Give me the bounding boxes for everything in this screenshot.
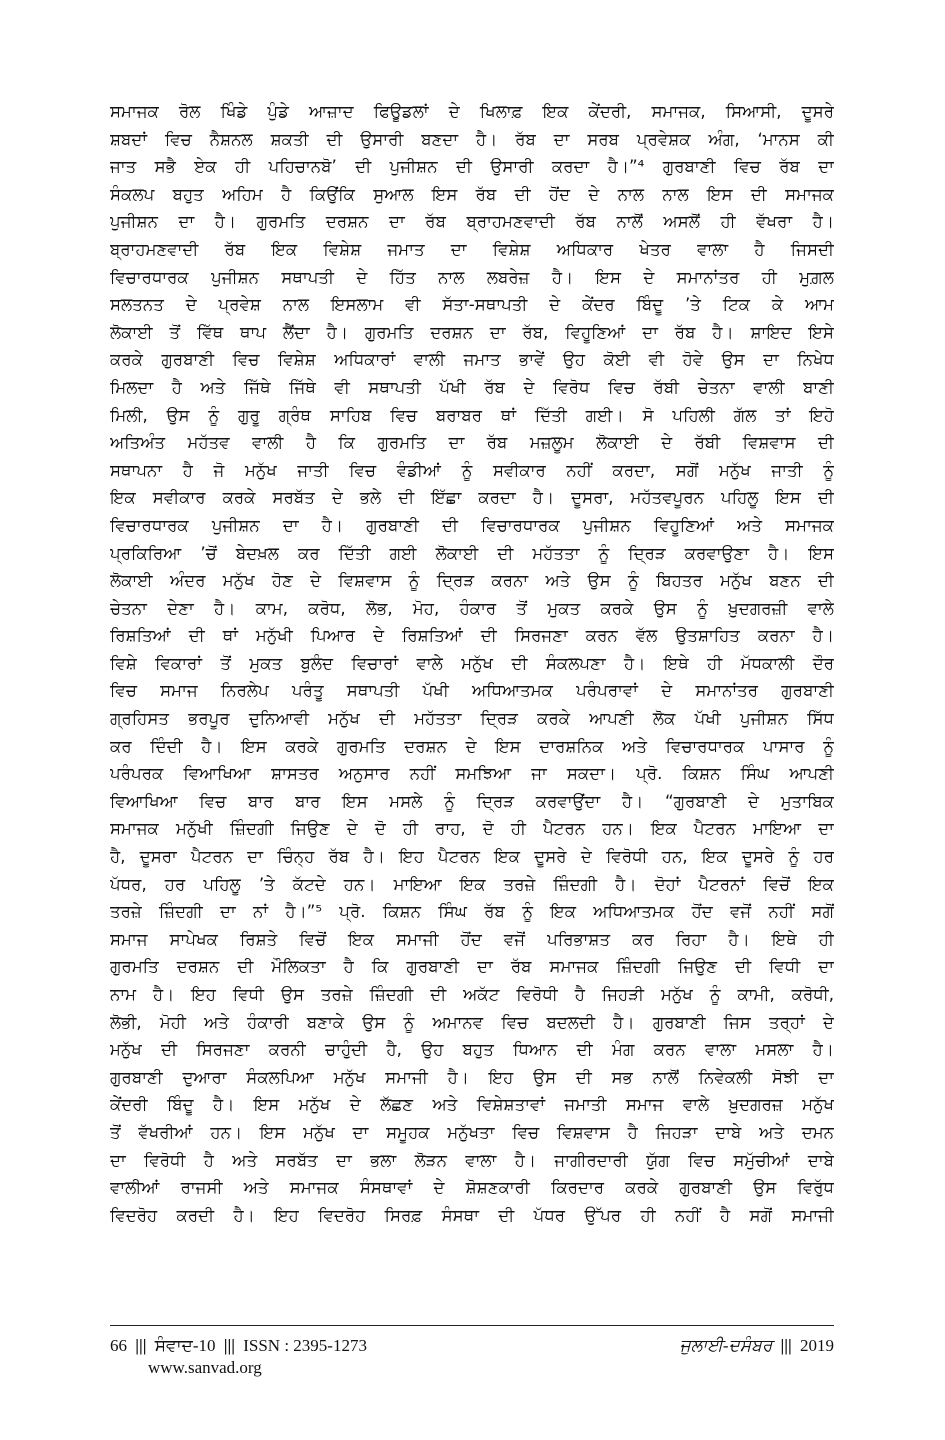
text-line: ਸਲਤਨਤ ਦੇ ਪ੍ਰਵੇਸ਼ ਨਾਲ ਇਸਲਾਮ ਵੀ ਸੱਤਾ-ਸਥਾਪਤੀ ਦੇ ਕੇਂਦਰ ਬਿੰਦੂ ’ਤੇ ਟਿਕ ਕੇ ਆਮ [110,295,834,315]
text-line: ਲੋਕਾਈ ਅੰਦਰ ਮਨੁੱਖ ਹੋਣ ਦੇ ਵਿਸ਼ਵਾਸ ਨੂੰ ਦ੍ਰਿੜ ਕਰਨਾ ਅਤੇ ਉਸ ਨੂੰ ਬਿਹਤਰ ਮਨੁੱਖ ਬਣਨ ਦੀ [110,571,834,591]
text-line: ਤੋਂ ਵੱਖਰੀਆਂ ਹਨ। ਇਸ ਮਨੁੱਖ ਦਾ ਸਮੂਹਕ ਮਨੁੱਖਤਾ ਵਿਚ ਵਿਸ਼ਵਾਸ ਹੈ ਜਿਹੜਾ ਦਾਬੇ ਅਤੇ ਦਮਨ [110,1122,834,1142]
text-line: ਜਾਤ ਸਭੈ ਏਕ ਹੀ ਪਹਿਚਾਨਬੋ’ ਦੀ ਪੁਜੀਸ਼ਨ ਦੀ ਉਸਾਰੀ ਕਰਦਾ ਹੈ।”⁴ ਗੁਰਬਾਣੀ ਵਿਚ ਰੱਬ ਦਾ [110,157,834,177]
article-body [110,98,834,1229]
text-line: ਵਾਲੀਆਂ ਰਾਜਸੀ ਅਤੇ ਸਮਾਜਕ ਸੰਸਥਾਵਾਂ ਦੇ ਸ਼ੋਸ਼ਣਕਾਰੀ ਕਿਰਦਾਰ ਕਰਕੇ ਗੁਰਬਾਣੀ ਉਸ ਵਿਰੁੱਧ [110,1178,834,1198]
text-line: ਵਿਚਾਰਧਾਰਕ ਪੁਜੀਸ਼ਨ ਦਾ ਹੈ। ਗੁਰਬਾਣੀ ਦੀ ਵਿਚਾਰਧਾਰਕ ਪੁਜੀਸ਼ਨ ਵਿਹੂਣਿਆਂ ਅਤੇ ਸਮਾਜਕ [110,515,834,535]
text-line: ਵਿਚਾਰਧਾਰਕ ਪੁਜੀਸ਼ਨ ਸਥਾਪਤੀ ਦੇ ਹਿੱਤ ਨਾਲ ਲਬਰੇਜ਼ ਹੈ। ਇਸ ਦੇ ਸਮਾਨਾਂਤਰ ਹੀ ਮੁਗ਼ਲ [110,267,834,287]
text-line: ਪਰੰਪਰਕ ਵਿਆਖਿਆ ਸ਼ਾਸਤਰ ਅਨੁਸਾਰ ਨਹੀਂ ਸਮਝਿਆ ਜਾ ਸਕਦਾ। ਪ੍ਰੋ. ਕਿਸ਼ਨ ਸਿੰਘ ਆਪਣੀ [110,764,834,784]
text-line: ਲੋਭੀ, ਮੋਹੀ ਅਤੇ ਹੰਕਾਰੀ ਬਣਾਕੇ ਉਸ ਨੂੰ ਅਮਾਨਵ ਵਿਚ ਬਦਲਦੀ ਹੈ। ਗੁਰਬਾਣੀ ਜਿਸ ਤਰ੍ਹਾਂ ਦੇ [110,1012,834,1032]
footer-separator: ||| [223,1336,235,1355]
issn-number: ISSN : 2395-1273 [243,1336,367,1355]
text-line: ਵਿਦਰੋਹ ਕਰਦੀ ਹੈ। ਇਹ ਵਿਦਰੋਹ ਸਿਰਫ਼ ਸੰਸਥਾ ਦੀ ਪੱਧਰ ਉੱਪਰ ਹੀ ਨਹੀਂ ਹੈ ਸਗੋਂ ਸਮਾਜੀ [110,1205,834,1225]
text-line: ਕਰ ਦਿੰਦੀ ਹੈ। ਇਸ ਕਰਕੇ ਗੁਰਮਤਿ ਦਰਸ਼ਨ ਦੇ ਇਸ ਦਾਰਸ਼ਨਿਕ ਅਤੇ ਵਿਚਾਰਧਾਰਕ ਪਾਸਾਰ ਨੂੰ [110,736,834,756]
text-line: ਰਿਸ਼ਤਿਆਂ ਦੀ ਥਾਂ ਮਨੁੱਖੀ ਪਿਆਰ ਦੇ ਰਿਸ਼ਤਿਆਂ ਦੀ ਸਿਰਜਣਾ ਕਰਨ ਵੱਲ ਉਤਸ਼ਾਹਿਤ ਕਰਨਾ ਹੈ। [110,626,834,646]
text-line: ਇਕ ਸਵੀਕਾਰ ਕਰਕੇ ਸਰਬੱਤ ਦੇ ਭਲੇ ਦੀ ਇੱਛਾ ਕਰਦਾ ਹੈ। ਦੂਸਰਾ, ਮਹੱਤਵਪੂਰਨ ਪਹਿਲੂ ਇਸ ਦੀ [110,488,834,508]
footer-left [110,1336,367,1356]
text-line: ਸਥਾਪਨਾ ਹੈ ਜੋ ਮਨੁੱਖ ਜਾਤੀ ਵਿਚ ਵੰਡੀਆਂ ਨੂੰ ਸਵੀਕਾਰ ਨਹੀਂ ਕਰਦਾ, ਸਗੋਂ ਮਨੁੱਖ ਜਾਤੀ ਨੂੰ [110,460,834,480]
footer-right [680,1336,834,1356]
text-line: ਚੇਤਨਾ ਦੇਣਾ ਹੈ। ਕਾਮ, ਕਰੋਧ, ਲੋਭ, ਮੋਹ, ਹੰਕਾਰ ਤੋਂ ਮੁਕਤ ਕਰਕੇ ਉਸ ਨੂੰ ਖ਼ੁਦਗਰਜ਼ੀ ਵਾਲੇ [110,598,834,618]
text-line: ਲੋਕਾਈ ਤੋਂ ਵਿੱਥ ਥਾਪ ਲੈਂਦਾ ਹੈ। ਗੁਰਮਤਿ ਦਰਸ਼ਨ ਦਾ ਰੱਬ, ਵਿਹੂਣਿਆਂ ਦਾ ਰੱਬ ਹੈ। ਸ਼ਾਇਦ ਇਸੇ [110,322,834,342]
text-line: ਪੁਜੀਸ਼ਨ ਦਾ ਹੈ। ਗੁਰਮਤਿ ਦਰਸ਼ਨ ਦਾ ਰੱਬ ਬ੍ਰਾਹਮਣਵਾਦੀ ਰੱਬ ਨਾਲੋਂ ਅਸਲੋਂ ਹੀ ਵੱਖਰਾ ਹੈ। [110,212,834,232]
footer-rule [110,1325,834,1326]
text-line: ਕੇਂਦਰੀ ਬਿੰਦੂ ਹੈ। ਇਸ ਮਨੁੱਖ ਦੇ ਲੱਛਣ ਅਤੇ ਵਿਸ਼ੇਸ਼ਤਾਵਾਂ ਜਮਾਤੀ ਸਮਾਜ ਵਾਲੇ ਖ਼ੁਦਗਰਜ਼ ਮਨੁੱਖ [110,1095,834,1115]
text-line: ਵਿਆਖਿਆ ਵਿਚ ਬਾਰ ਬਾਰ ਇਸ ਮਸਲੇ ਨੂੰ ਦ੍ਰਿੜ ਕਰਵਾਉਂਦਾ ਹੈ। “ਗੁਰਬਾਣੀ ਦੇ ਮੁਤਾਬਿਕ [110,791,834,811]
text-line: ਸਮਾਜਕ ਰੋਲ ਖਿੰਡੇ ਪੁੰਡੇ ਆਜ਼ਾਦ ਫਿਊਡਲਾਂ ਦੇ ਖਿਲਾਫ਼ ਇਕ ਕੇਂਦਰੀ, ਸਮਾਜਕ, ਸਿਆਸੀ, ਦੂਸਰੇ [110,102,834,121]
text-line: ਸ਼ਬਦਾਂ ਵਿਚ ਨੈਸ਼ਨਲ ਸ਼ਕਤੀ ਦੀ ਉਸਾਰੀ ਬਣਦਾ ਹੈ। ਰੱਬ ਦਾ ਸਰਬ ਪ੍ਰਵੇਸ਼ਕ ਅੰਗ, ‘ਮਾਨਸ ਕੀ [110,129,834,149]
text-line: ਗ੍ਰਹਿਸਤ ਭਰਪੂਰ ਦੁਨਿਆਵੀ ਮਨੁੱਖ ਦੀ ਮਹੱਤਤਾ ਦ੍ਰਿੜ ਕਰਕੇ ਆਪਣੀ ਲੋਕ ਪੱਖੀ ਪੁਜੀਸ਼ਨ ਸਿੱਧ [110,709,834,729]
text-line: ਬ੍ਰਾਹਮਣਵਾਦੀ ਰੱਬ ਇਕ ਵਿਸ਼ੇਸ਼ ਜਮਾਤ ਦਾ ਵਿਸ਼ੇਸ਼ ਅਧਿਕਾਰ ਖੇਤਰ ਵਾਲਾ ਹੈ ਜਿਸਦੀ [110,239,834,259]
text-line: ਮਿਲਦਾ ਹੈ ਅਤੇ ਜਿੱਥੇ ਜਿੱਥੇ ਵੀ ਸਥਾਪਤੀ ਪੱਖੀ ਰੱਬ ਦੇ ਵਿਰੋਧ ਵਿਚ ਰੱਬੀ ਚੇਤਨਾ ਵਾਲੀ ਬਾਣੀ [110,377,834,397]
text-line: ਵਿਚ ਸਮਾਜ ਨਿਰਲੇਪ ਪਰੰਤੂ ਸਥਾਪਤੀ ਪੱਖੀ ਅਧਿਆਤਮਕ ਪਰੰਪਰਾਵਾਂ ਦੇ ਸਮਾਨਾਂਤਰ ਗੁਰਬਾਣੀ [110,681,834,701]
text-line: ਸਮਾਜਕ ਮਨੁੱਖੀ ਜ਼ਿੰਦਗੀ ਜਿਉਣ ਦੇ ਦੋ ਹੀ ਰਾਹ, ਦੋ ਹੀ ਪੈਟਰਨ ਹਨ। ਇਕ ਪੈਟਰਨ ਮਾਇਆ ਦਾ [110,819,834,839]
text-line: ਪ੍ਰਕਿਰਿਆ ’ਚੋਂ ਬੇਦਖ਼ਲ ਕਰ ਦਿੱਤੀ ਗਈ ਲੋਕਾਈ ਦੀ ਮਹੱਤਤਾ ਨੂੰ ਦ੍ਰਿੜ ਕਰਵਾਉਣਾ ਹੈ। ਇਸ [110,543,834,563]
text-line: ਸਮਾਜ ਸਾਪੇਖਕ ਰਿਸ਼ਤੇ ਵਿਚੋਂ ਇਕ ਸਮਾਜੀ ਹੋਂਦ ਵਜੋਂ ਪਰਿਭਾਸ਼ਤ ਕਰ ਰਿਹਾ ਹੈ। ਇਥੇ ਹੀ [110,929,834,949]
text-line: ਦਾ ਵਿਰੋਧੀ ਹੈ ਅਤੇ ਸਰਬੱਤ ਦਾ ਭਲਾ ਲੋੜਨ ਵਾਲਾ ਹੈ। ਜਾਗੀਰਦਾਰੀ ਯੁੱਗ ਵਿਚ ਸਮੁੱਚੀਆਂ ਦਾਬੇ [110,1150,834,1170]
text-line: ਪੱਧਰ, ਹਰ ਪਹਿਲੂ ’ਤੇ ਕੱਟਦੇ ਹਨ। ਮਾਇਆ ਇਕ ਤਰਜ਼ੇ ਜ਼ਿੰਦਗੀ ਹੈ। ਦੋਹਾਂ ਪੈਟਰਨਾਂ ਵਿਚੋਂ ਇਕ [110,874,834,894]
text-line: ਕਰਕੇ ਗੁਰਬਾਣੀ ਵਿਚ ਵਿਸ਼ੇਸ਼ ਅਧਿਕਾਰਾਂ ਵਾਲੀ ਜਮਾਤ ਭਾਵੇਂ ਉਹ ਕੋਈ ਵੀ ਹੋਵੇ ਉਸ ਦਾ ਨਿਖੇਧ [110,350,834,370]
website-url[interactable]: www.sanvad.org [148,1358,262,1377]
text-line: ਨਾਮ ਹੈ। ਇਹ ਵਿਧੀ ਉਸ ਤਰਜ਼ੇ ਜ਼ਿੰਦਗੀ ਦੀ ਅਕੱਟ ਵਿਰੋਧੀ ਹੈ ਜਿਹੜੀ ਮਨੁੱਖ ਨੂੰ ਕਾਮੀ, ਕਰੋਧੀ, [110,985,834,1004]
page-number: 66 [110,1336,127,1355]
text-line: ਗੁਰਮਤਿ ਦਰਸ਼ਨ ਦੀ ਮੌਲਿਕਤਾ ਹੈ ਕਿ ਗੁਰਬਾਣੀ ਦਾ ਰੱਬ ਸਮਾਜਕ ਜ਼ਿੰਦਗੀ ਜਿਉਣ ਦੀ ਵਿਧੀ ਦਾ [110,957,834,977]
journal-name: ਸੰਵਾਦ-10 [154,1336,216,1355]
text-line: ਹੈ, ਦੂਸਰਾ ਪੈਟਰਨ ਦਾ ਚਿੰਨ੍ਹ ਰੱਬ ਹੈ। ਇਹ ਪੈਟਰਨ ਇਕ ਦੂਸਰੇ ਦੇ ਵਿਰੋਧੀ ਹਨ, ਇਕ ਦੂਸਰੇ ਨੂੰ ਹਰ [110,847,834,867]
issue-season: ਜੁਲਾਈ-ਦਸੰਬਰ [679,1336,773,1355]
text-line: ਅਤਿਅੰਤ ਮਹੱਤਵ ਵਾਲੀ ਹੈ ਕਿ ਗੁਰਮਤਿ ਦਾ ਰੱਬ ਮਜ਼ਲੂਮ ਲੋਕਾਈ ਦੇ ਰੱਬੀ ਵਿਸ਼ਵਾਸ ਦੀ [110,433,834,453]
text-line: ਗੁਰਬਾਣੀ ਦੁਆਰਾ ਸੰਕਲਪਿਆ ਮਨੁੱਖ ਸਮਾਜੀ ਹੈ। ਇਹ ਉਸ ਦੀ ਸਭ ਨਾਲੋਂ ਨਿਵੇਕਲੀ ਸੋਝੀ ਦਾ [110,1067,834,1087]
text-line: ਮਿਲੀ, ਉਸ ਨੂੰ ਗੁਰੂ ਗ੍ਰੰਥ ਸਾਹਿਬ ਵਿਚ ਬਰਾਬਰ ਥਾਂ ਦਿੱਤੀ ਗਈ। ਸੋ ਪਹਿਲੀ ਗੱਲ ਤਾਂ ਇਹੋ [110,405,834,425]
text-line: ਤਰਜ਼ੇ ਜ਼ਿੰਦਗੀ ਦਾ ਨਾਂ ਹੈ।”⁵ ਪ੍ਰੋ. ਕਿਸ਼ਨ ਸਿੰਘ ਰੱਬ ਨੂੰ ਇਕ ਅਧਿਆਤਮਕ ਹੋਂਦ ਵਜੋਂ ਨਹੀਂ ਸਗੋਂ [110,902,834,922]
text-line: ਵਿਸ਼ੇ ਵਿਕਾਰਾਂ ਤੋਂ ਮੁਕਤ ਬੁਲੰਦ ਵਿਚਾਰਾਂ ਵਾਲੇ ਮਨੁੱਖ ਦੀ ਸੰਕਲਪਣਾ ਹੈ। ਇਥੇ ਹੀ ਮੱਧਕਾਲੀ ਦੌਰ [110,653,834,673]
issue-year: 2019 [800,1336,834,1355]
footer-separator: ||| [135,1336,147,1355]
footer-separator: ||| [780,1336,792,1355]
text-line: ਮਨੁੱਖ ਦੀ ਸਿਰਜਣਾ ਕਰਨੀ ਚਾਹੁੰਦੀ ਹੈ, ਉਹ ਬਹੁਤ ਧਿਆਨ ਦੀ ਮੰਗ ਕਰਨ ਵਾਲਾ ਮਸਲਾ ਹੈ। [110,1040,834,1060]
text-line: ਸੰਕਲਪ ਬਹੁਤ ਅਹਿਮ ਹੈ ਕਿਉਂਕਿ ਸੁਆਲ ਇਸ ਰੱਬ ਦੀ ਹੋਂਦ ਦੇ ਨਾਲ ਨਾਲ ਇਸ ਦੀ ਸਮਾਜਕ [110,184,834,204]
